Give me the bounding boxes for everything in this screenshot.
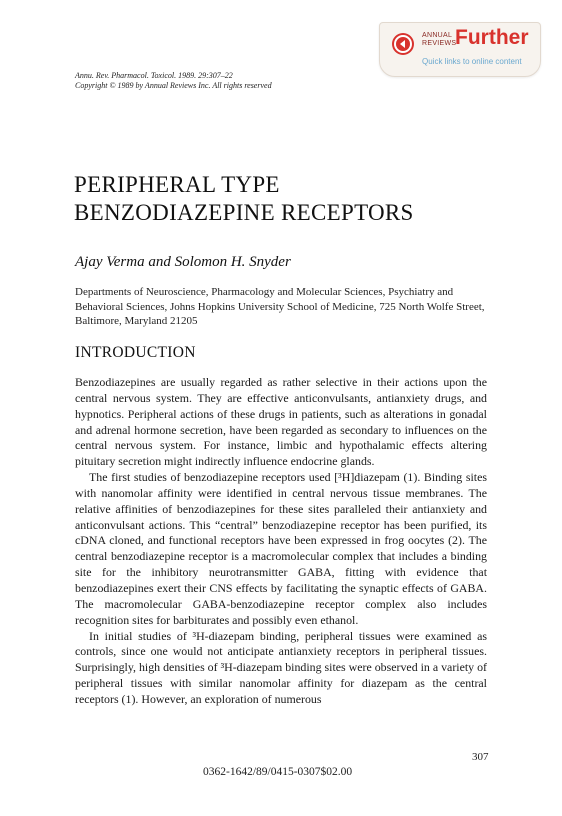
citation-line-2: Copyright © 1989 by Annual Reviews Inc. All rights reserved (75, 81, 272, 90)
paragraph-1: Benzodiazepines are usually regarded as rather selective in their actions upon the central nervous system. They are effective anticonvulsants, antianxiety drugs, and hypnotics. Peripheral actions of these drugs in patients, such as alterations in gonadal and adrenal hormone secretion, have been regarded as secondary to influences on the central nervous system. For instance, limbic and hypothalamic effects altering pituitary secretion might indirectly influence endocrine glands. (75, 375, 487, 469)
badge-further-text: Further (455, 26, 529, 49)
badge-annual-text: ANNUAL (422, 32, 453, 39)
section-heading: INTRODUCTION (75, 344, 196, 361)
citation-line-1: Annu. Rev. Pharmacol. Toxicol. 1989. 29:307–22 (75, 71, 233, 80)
article-code: 0362-1642/89/0415-0307$02.00 (203, 766, 353, 778)
affiliation: Departments of Neuroscience, Pharmacology and Molecular Sciences, Psychiatry and Behavioral Sciences, Johns Hopkins University School of Medicine, 725 North Wolfe Street, Baltimore, Maryland 21205 (75, 286, 485, 327)
badge-annual-reviews-label (422, 32, 456, 48)
badge-reviews-text: REVIEWS (422, 40, 457, 47)
play-arrow-icon (392, 33, 414, 55)
article-title (74, 171, 414, 227)
title-line-1: PERIPHERAL TYPE (74, 172, 280, 197)
body-text (75, 375, 487, 708)
annual-reviews-further-badge[interactable] (379, 22, 541, 77)
title-line-2: BENZODIAZEPINE RECEPTORS (74, 200, 414, 225)
journal-citation (75, 71, 272, 91)
page-number: 307 (472, 751, 489, 763)
paragraph-2: The first studies of benzodiazepine receptors used [³H]diazepam (1). Binding sites with nanomolar affinity were identified in central nervous tissue membranes. The relative affinities of benzodiazepines for these sites paralleled their antianxiety and anticonvulsant actions. This “central” benzodiazepine receptor has been purified, its cDNA cloned, and functional receptors have been expressed in frog oocytes (2). The central benzodiazepine receptor is a macromolecular complex that includes a binding site for the inhibitory neurotransmitter GABA, fitting with evidence that benzodiazepines exert their CNS effects by facilitating the synaptic effects of GABA. The macromolecular GABA-benzodiazepine receptor complex also includes recognition sites for barbiturates and possibly even ethanol. (75, 470, 487, 627)
authors: Ajay Verma and Solomon H. Snyder (75, 254, 291, 270)
badge-tagline: Quick links to online content (422, 57, 522, 66)
paragraph-3: In initial studies of ³H-diazepam binding, peripheral tissues were examined as controls, since one would not anticipate antianxiety receptors in peripheral tissues. Surprisingly, high densities of ³H-diazepam binding sites were observed in a variety of peripheral tissues with similar nanomolar affinity for diazepam as the central receptors (1). However, an exploration of numerous (75, 628, 487, 706)
